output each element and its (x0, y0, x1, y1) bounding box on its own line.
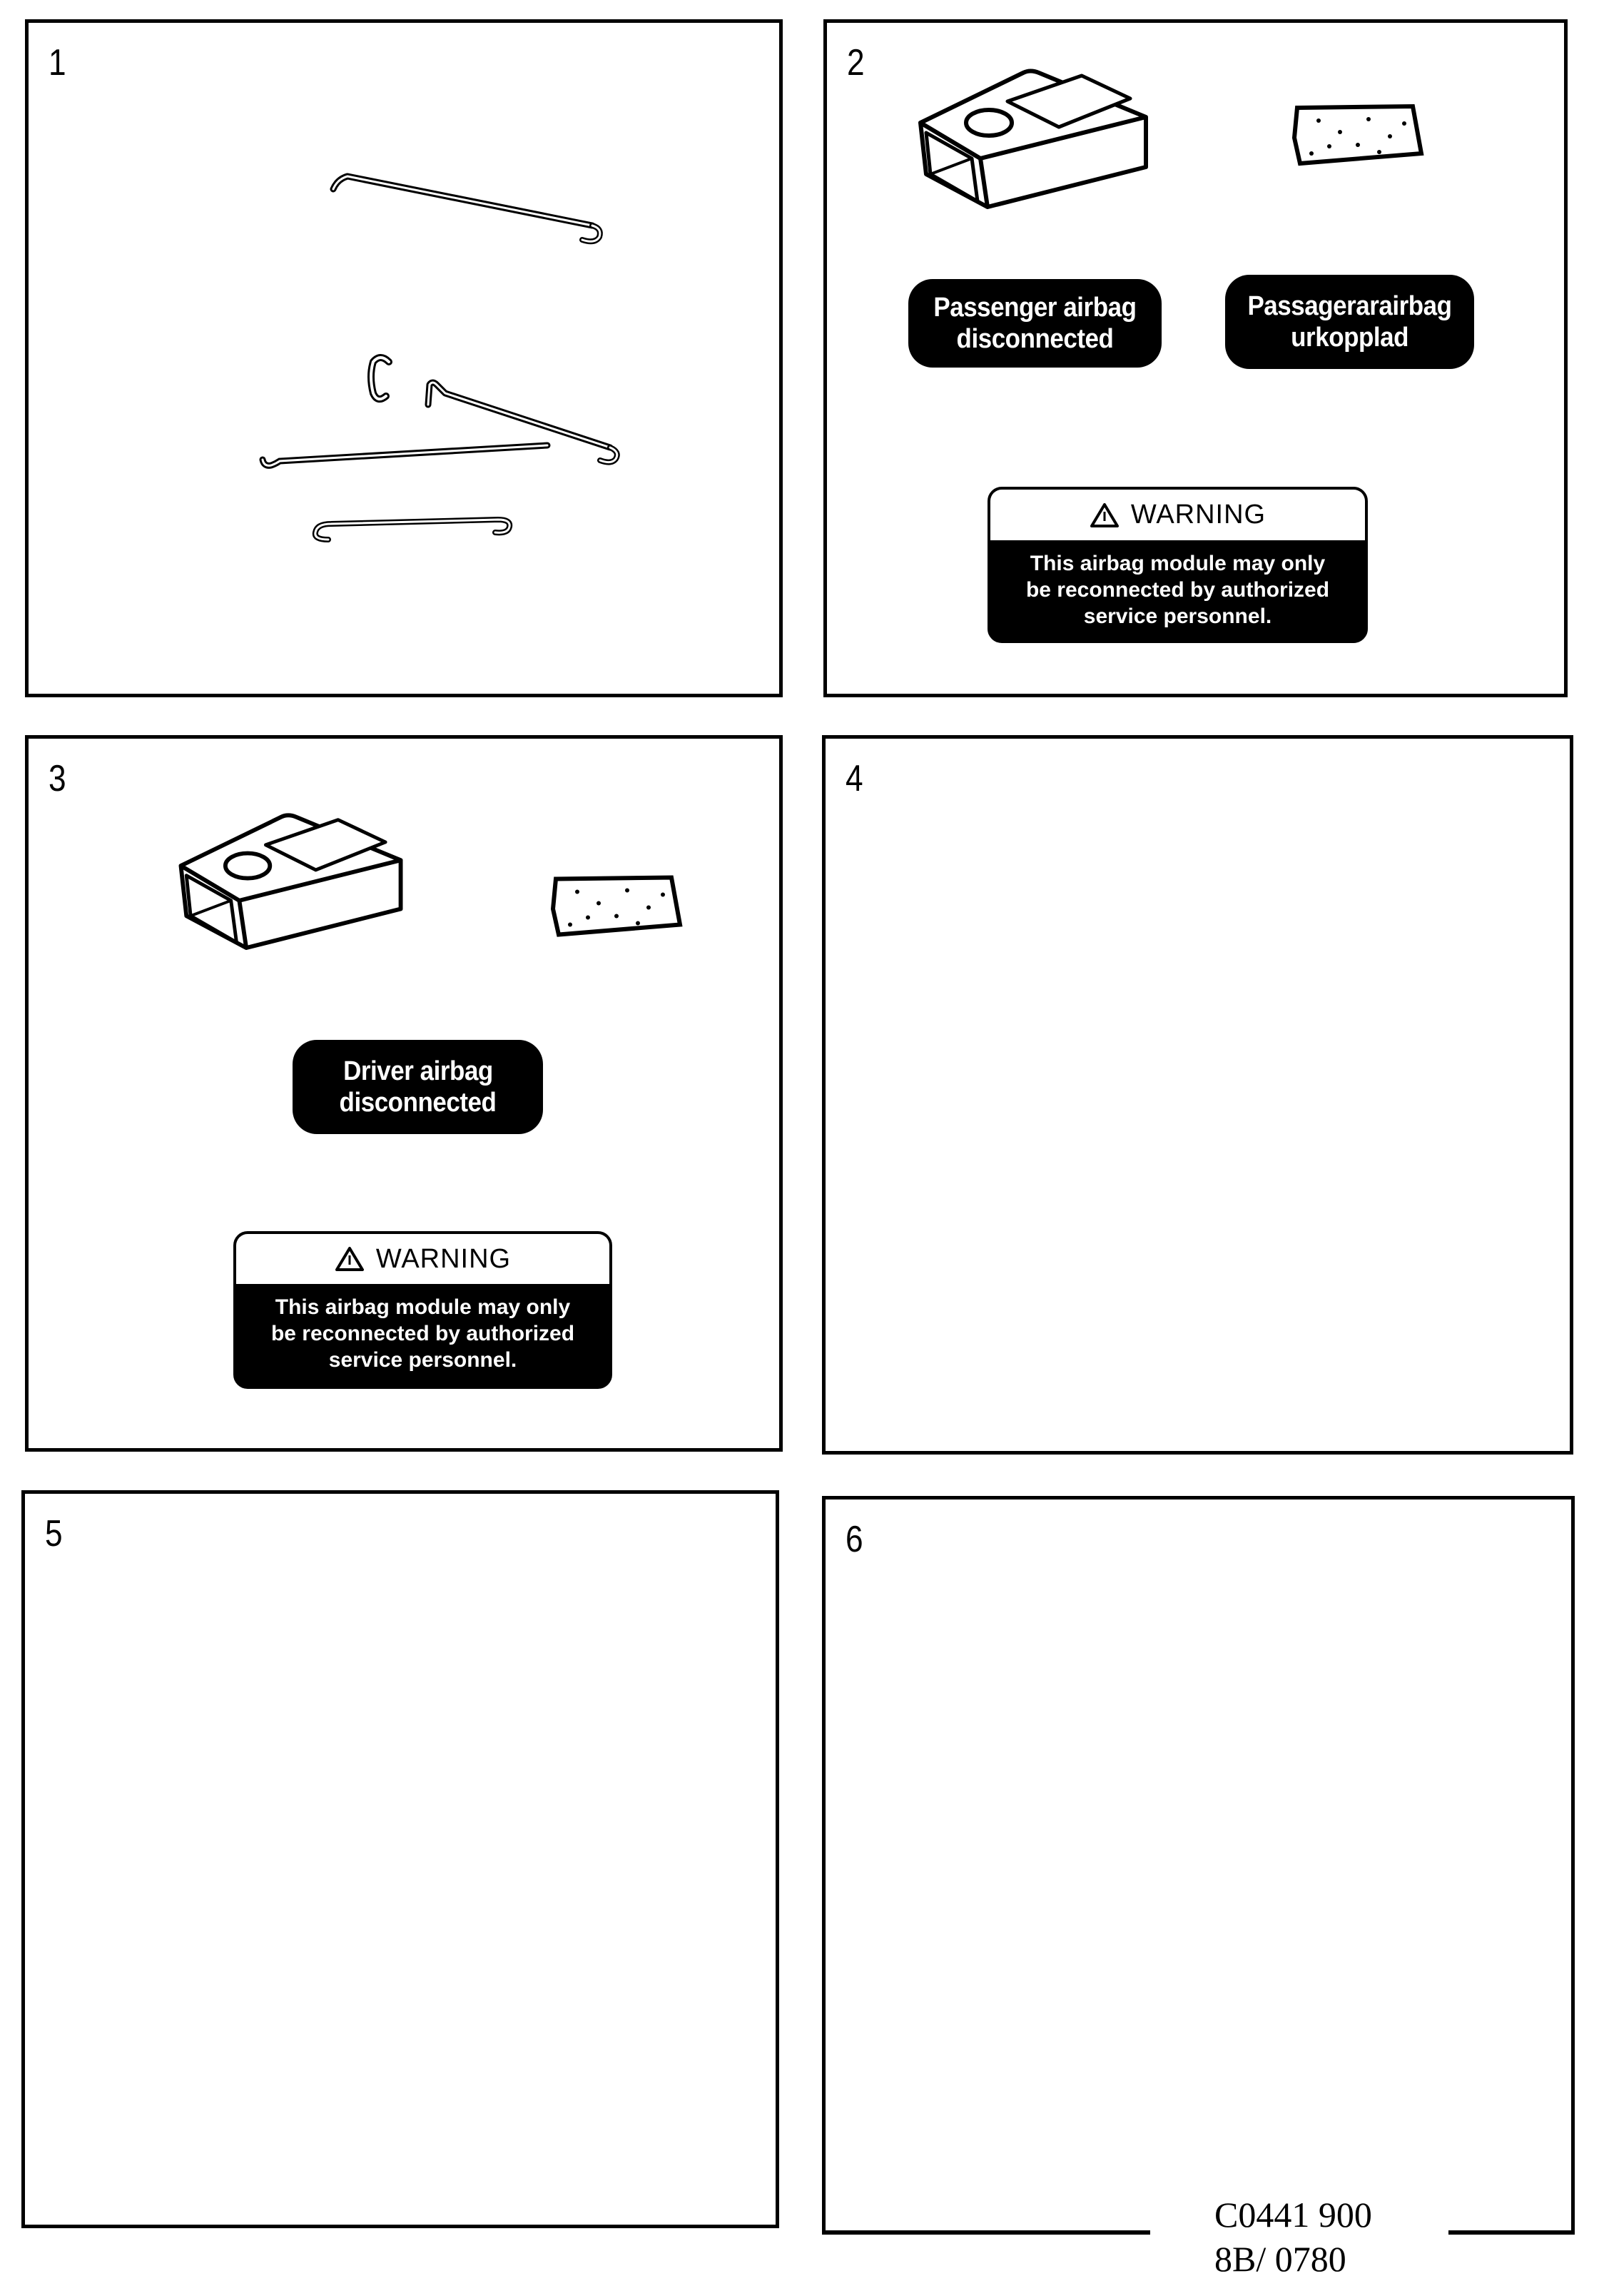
warning-line: service personnel. (1083, 605, 1272, 628)
warning-header (990, 490, 1365, 540)
panel-4 (822, 735, 1573, 1455)
panel-number: 4 (846, 758, 863, 799)
passagerarairbag-urkopplad-label (1225, 275, 1474, 369)
panel-number: 3 (49, 758, 66, 799)
panel-number: 2 (847, 42, 865, 84)
label-line: Driver airbag (342, 1056, 493, 1086)
panel-5 (21, 1490, 779, 2228)
panel-number: 6 (846, 1519, 863, 1560)
warning-line: be reconnected by authorized (1025, 578, 1330, 602)
panel-1 (25, 19, 783, 697)
warning-title: WARNING (1130, 500, 1266, 530)
lock-box-icon (168, 811, 415, 951)
label-line: urkopplad (1291, 323, 1408, 353)
driver-airbag-disconnected-label (293, 1040, 543, 1134)
panel-2 (823, 19, 1568, 697)
warning-triangle-icon (1090, 502, 1120, 528)
panel-3 (25, 735, 783, 1452)
warning-triangle-icon (335, 1246, 365, 1272)
passenger-airbag-disconnected-label (908, 279, 1162, 368)
warning-header (236, 1234, 609, 1284)
document-revision: 8B/ 0780 (1214, 2239, 1346, 2279)
label-line: disconnected (339, 1088, 497, 1118)
foam-pad-icon (1290, 103, 1426, 168)
warning-text (990, 540, 1365, 629)
warning-label (988, 487, 1368, 643)
label-line: Passagerarairbag (1247, 291, 1452, 321)
warning-line: be reconnected by authorized (270, 1322, 575, 1345)
panel-6 (822, 1496, 1575, 2234)
panel-number: 1 (49, 42, 66, 84)
warning-title: WARNING (375, 1243, 512, 1274)
label-line: Passenger airbag (933, 293, 1137, 323)
lock-box-icon (916, 67, 1152, 210)
warning-line: This airbag module may only (1030, 552, 1326, 575)
label-line: disconnected (956, 324, 1114, 354)
warning-line: This airbag module may only (275, 1295, 571, 1319)
panel-number: 5 (45, 1513, 63, 1554)
foam-pad-icon (549, 873, 684, 941)
warning-label (233, 1231, 612, 1389)
double-loop-rod-icon (29, 23, 786, 701)
document-code: C0441 900 (1214, 2195, 1372, 2235)
warning-text (236, 1284, 609, 1373)
panel-6-bottom-border-left (822, 2230, 1150, 2235)
panel-6-bottom-border-right (1448, 2230, 1575, 2235)
warning-line: service personnel. (328, 1348, 517, 1372)
